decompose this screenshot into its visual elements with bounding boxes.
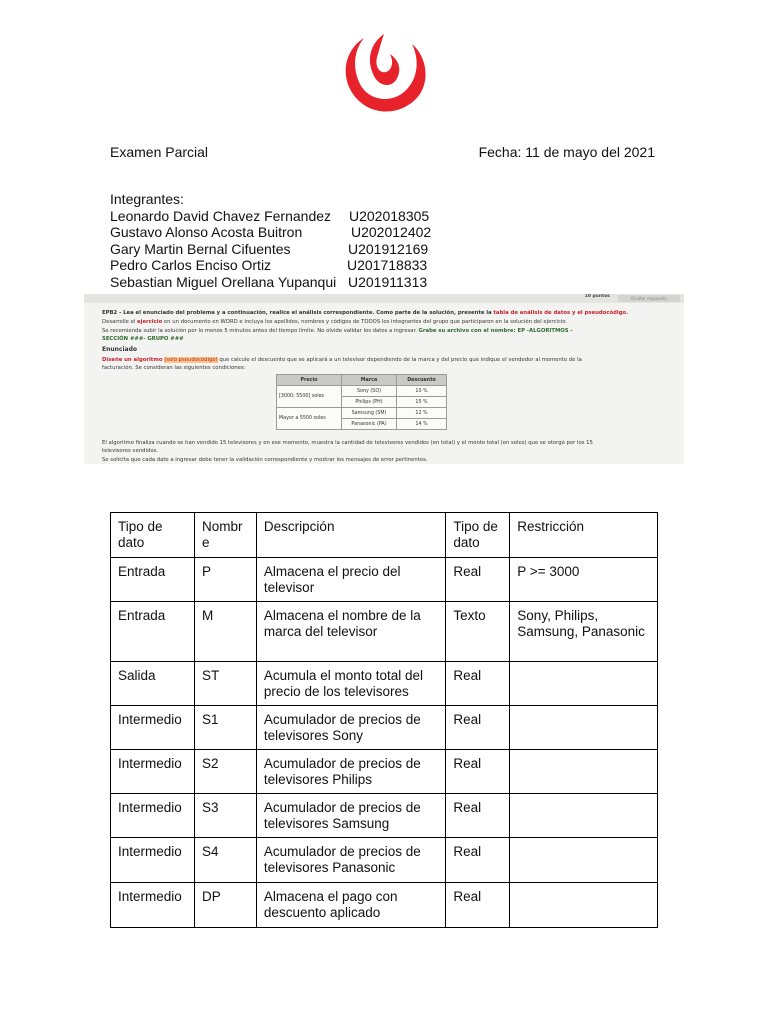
table-row: [111, 706, 658, 750]
mini-cell: 12 %: [397, 408, 447, 419]
member-name: Sebastian Miguel Orellana Yupanqui: [110, 273, 337, 290]
problem-statement-2: facturación. Se consideran las siguientes condiciones:: [102, 365, 246, 371]
document-header: [110, 144, 655, 164]
problem-line-1: EPB2 - Lea el enunciado del problema y a continuación, realice el análisis correspondiente. Como parte de la solución, presente la tabla de análisis de datos y el pseudocódigo.: [102, 310, 629, 316]
table-cell: S2: [194, 750, 256, 794]
problem-top-strip: [84, 294, 684, 303]
table-cell: Intermedio: [111, 838, 195, 883]
upc-flame-logo-icon: [340, 30, 430, 116]
table-row: [111, 838, 658, 883]
member-name: Pedro Carlos Enciso Ortiz: [110, 257, 272, 273]
member-row: [110, 208, 440, 225]
member-code: U202018305: [349, 207, 430, 224]
discount-conditions-table: [276, 374, 447, 430]
table-cell: Real: [446, 838, 510, 883]
analysis-table-body: [111, 513, 658, 928]
mini-header: Marca: [342, 375, 397, 386]
analysis-header-cell: Descripción: [256, 513, 445, 558]
table-cell: Acumula el monto total del precio de los televisores: [256, 662, 445, 706]
member-code: U202012402: [351, 224, 432, 240]
table-cell: Intermedio: [111, 750, 195, 794]
table-cell: Almacena el precio del televisor: [256, 558, 445, 602]
points-badge: 10 puntos: [584, 294, 610, 299]
table-cell: [510, 662, 658, 706]
logo-inner-flame: [370, 34, 399, 85]
member-code: U201718833: [347, 257, 428, 273]
table-cell: Almacena el nombre de la marca del televisor: [256, 602, 445, 662]
mini-cell: Panasonic (PA): [342, 419, 397, 430]
table-cell: Acumulador de precios de televisores Sony: [256, 706, 445, 750]
members-heading: Integrantes:: [110, 191, 184, 207]
problem-statement-screenshot: [84, 294, 684, 464]
member-name: Gary Martin Bernal Cifuentes: [110, 240, 291, 257]
members-block: [110, 191, 440, 290]
table-cell: Intermedio: [111, 706, 195, 750]
member-name: Leonardo David Chavez Fernandez: [110, 207, 332, 224]
problem-line-3: Se recomienda subir la solución por lo menos 5 minutos antes del tiempo límite. No olvide validar los datos a ingresar. Grabe su archivo con el nombre: EP -ALGORITMOS -: [102, 328, 573, 334]
problem-line-2: Desarrolle el ejercicio en un documento en WORD e incluya los apellidos, nombres y códigos de TODOS los integrantes del grupo que participaron en la solución del ejercicio.: [102, 319, 568, 325]
table-row: [111, 750, 658, 794]
analysis-header-cell: Restricción: [510, 513, 658, 558]
mini-header: Descuento: [397, 375, 447, 386]
problem-end-1: El algoritmo finaliza cuando se han vendido 15 televisores y en ese momento, muestra la cantidad de televisores vendidos (en total) y el monto total (en soles) que se otorgó por los 15: [102, 440, 593, 446]
table-cell: [510, 750, 658, 794]
table-cell: Entrada: [111, 558, 195, 602]
table-cell: Almacena el pago con descuento aplicado: [256, 883, 445, 928]
table-row: [111, 883, 658, 928]
analysis-header-cell: Tipo de dato: [111, 513, 195, 558]
member-row: [110, 224, 440, 241]
member-name: Gustavo Alonso Acosta Buitron: [110, 224, 303, 240]
table-cell: [510, 794, 658, 838]
hide-answer-button[interactable]: Ocultar respuesta: [618, 295, 680, 302]
table-row: [111, 662, 658, 706]
table-cell: Real: [446, 794, 510, 838]
table-cell: Entrada: [111, 602, 195, 662]
mini-cell: 10 %: [397, 386, 447, 397]
table-cell: [510, 883, 658, 928]
problem-end-2: televisores vendidos.: [102, 448, 159, 454]
table-cell: Real: [446, 662, 510, 706]
table-cell: Real: [446, 883, 510, 928]
table-cell: Acumulador de precios de televisores Philips: [256, 750, 445, 794]
member-row: [110, 257, 440, 274]
table-cell: Texto: [446, 602, 510, 662]
mini-cell: Philips (PH): [342, 397, 397, 408]
mini-header: Precio: [277, 375, 342, 386]
table-cell: M: [194, 602, 256, 662]
table-cell: ST: [194, 662, 256, 706]
table-cell: Intermedio: [111, 794, 195, 838]
table-cell: [510, 838, 658, 883]
table-cell: Intermedio: [111, 883, 195, 928]
table-cell: [510, 706, 658, 750]
table-cell: Real: [446, 750, 510, 794]
mini-cell: 15 %: [397, 397, 447, 408]
mini-cell: Samsung (SM): [342, 408, 397, 419]
exam-date: Fecha: 11 de mayo del 2021: [478, 144, 655, 160]
analysis-header-row: [111, 513, 658, 558]
table-cell: DP: [194, 883, 256, 928]
data-analysis-table: [110, 512, 658, 928]
member-row: [110, 241, 440, 258]
table-row: [111, 602, 658, 662]
table-cell: Sony, Philips, Samsung, Panasonic: [510, 602, 658, 662]
table-row: [111, 794, 658, 838]
member-code: U201911313: [348, 273, 428, 290]
mini-cell: Mayor a 5500 soles: [277, 408, 342, 430]
table-cell: P >= 3000: [510, 558, 658, 602]
problem-section-title: Enunciado: [102, 346, 137, 353]
table-cell: S1: [194, 706, 256, 750]
problem-end-3: Se solicita que cada dato a ingresar debe tener la validación correspondiente y mostrar los mensajes de error pertinentes.: [102, 457, 428, 463]
table-row: [111, 558, 658, 602]
table-cell: P: [194, 558, 256, 602]
table-cell: Real: [446, 706, 510, 750]
table-cell: Salida: [111, 662, 195, 706]
member-row: [110, 274, 440, 291]
problem-line-4: SECCIÓN ###- GRUPO ###: [102, 336, 184, 342]
table-cell: S4: [194, 838, 256, 883]
table-cell: Real: [446, 558, 510, 602]
table-cell: Acumulador de precios de televisores Panasonic: [256, 838, 445, 883]
table-cell: S3: [194, 794, 256, 838]
analysis-header-cell: Tipo de dato: [446, 513, 510, 558]
table-cell: Acumulador de precios de televisores Samsung: [256, 794, 445, 838]
problem-statement-1: Diseñe un algoritmo (solo pseudocódigo) que calcule el descuento que se aplicará a un televisor dependiendo de la marca y del precio que indique el vendedor al momento de la: [102, 357, 582, 363]
analysis-header-cell: Nombr e: [194, 513, 256, 558]
mini-cell: 14 %: [397, 419, 447, 430]
exam-title: Examen Parcial: [110, 144, 209, 160]
mini-cell: Sony (SO): [342, 386, 397, 397]
mini-cell: [3000; 5500] soles: [277, 386, 342, 408]
member-code: U201912169: [348, 240, 429, 257]
